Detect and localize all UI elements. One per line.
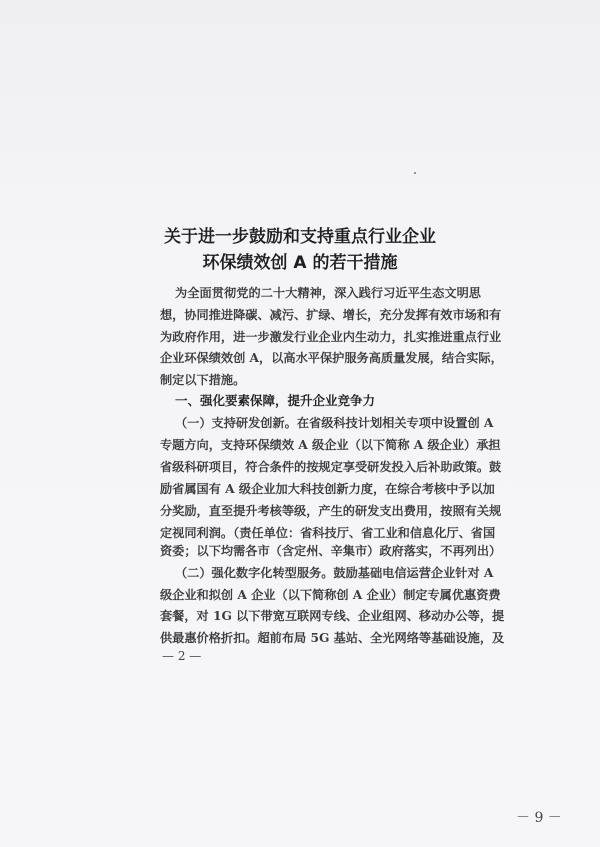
outer-page-number: － 9 － [516,810,562,826]
intro-line: 为全面贯彻党的二十大精神，深入践行习近平生态文明思 [175,286,481,300]
item2-line: 套餐，对 1G 以下带宽互联网专线、企业组网、移动办公等，提 [160,609,505,623]
item2-line: 供最惠价格折扣。超前布局 5G 基站、全光网络等基础设施，及 [160,631,505,645]
item1-line: 分奖励，直至提升考核等级，产生的研发支出费用，按照有关规 [160,504,502,518]
intro-line: 企业环保绩效创 A，以高水平保护服务高质量发展，结合实际， [160,351,503,365]
item1-line: 定视同利润。（责任单位：省科技厅、省工业和信息化厅、省国 [160,526,496,540]
item1-line: 励省属国有 A 级企业加大科技创新力度，在综合考核中予以加 [160,482,495,496]
item2-line: 级企业和拟创 A 企业（以下简称创 A 企业）制定专属优惠资费 [160,588,501,602]
scan-speck [414,172,416,174]
inner-page-number: — 2 — [162,649,202,663]
item1-line: 省级科研项目，符合条件的按规定享受研发投入后补助政策。鼓 [160,460,502,474]
document-title-line-2: 环保绩效创 A 的若干措施 [202,253,398,273]
document-title-line-1: 关于进一步鼓励和支持重点行业企业 [164,227,436,247]
item1-line: 专题方向，支持环保绩效 A 级企业（以下简称 A 级企业）承担 [160,438,501,452]
section-heading: 一、强化要素保障，提升企业竞争力 [175,393,376,408]
intro-line: 为政府作用，进一步激发行业企业内生动力，扎实推进重点行业 [160,330,502,344]
intro-line: 制定以下措施。 [160,373,246,387]
item1-line: 资委；以下均需各市（含定州、辛集市）政府落实，不再列出） [160,544,502,558]
item2-line: （二）强化数字化转型服务。鼓励基础电信运营企业针对 A [175,566,494,580]
item1-line: （一）支持研发创新。在省级科技计划相关专项中设置创 A [175,416,494,430]
intro-line: 想，协同推进降碳、减污、扩绿、增长，充分发挥有效市场和有 [160,308,502,322]
